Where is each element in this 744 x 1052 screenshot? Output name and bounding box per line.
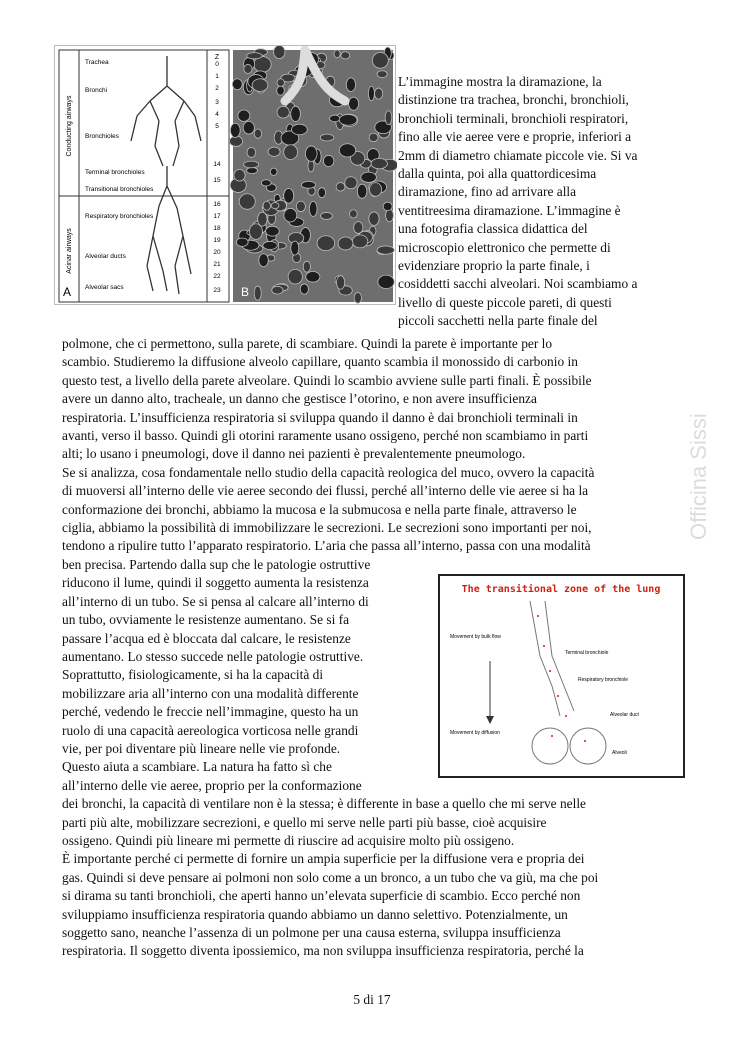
airway-left-wall <box>530 601 560 716</box>
text-line: cosiddetti sacchi alveolari. Noi scambiamo a <box>398 276 638 292</box>
row-label: Alveolar ducts <box>85 253 126 260</box>
text-line: gas. Quindi si deve pensare ai polmoni non solo come a un bronco, a un tubo che va giù, ma che poi <box>62 869 599 885</box>
alveolus <box>372 52 388 68</box>
text-line: bronchioli terminali, bronchioli respiratori, <box>398 110 629 126</box>
airway-diagram <box>55 46 397 306</box>
alveolus <box>354 292 361 303</box>
alveolus <box>336 276 344 290</box>
alveolus <box>230 123 240 137</box>
alveolus <box>284 145 298 160</box>
text-line: diramazione, fino ad arrivare alla <box>398 184 577 200</box>
alveolus <box>244 64 252 73</box>
alveolus <box>234 169 245 180</box>
alveolus <box>244 161 259 168</box>
alveolus <box>274 46 285 59</box>
label-alveoli: Alveoli <box>612 750 627 756</box>
text-line: Se si analizza, cosa fondamentale nello studio della capacità reologica del muco, ovvero la capacità <box>62 464 595 480</box>
generation-header: Z <box>214 54 220 61</box>
text-line: È importante perché ci permette di fornire un ampia superficie per la diffusione vera e propria dei <box>62 851 585 867</box>
alveolus <box>350 210 358 218</box>
text-line: questo test, a livello della parete alveolare. Quindi lo scambio avviene sulle parti finali. È possibile <box>62 372 592 388</box>
label-alveolar-duct: Alveolar duct <box>610 712 639 718</box>
text-line: avanti, verso il basso. Quindi gli otorini raramente usano ossigeno, perché non scambiamo in parti <box>62 428 589 444</box>
generation-label: 23 <box>213 287 221 294</box>
text-line: all’interno di un tubo. Se si pensa al calcare all’interno di <box>62 593 369 609</box>
generation-label: 1 <box>215 73 219 80</box>
alveolus <box>306 271 320 282</box>
alveolus <box>303 261 310 272</box>
alveolus <box>296 201 305 211</box>
alveolus <box>334 50 340 58</box>
text-line: riducono il lume, quindi il soggetto aumenta la resistenza <box>62 575 369 591</box>
text-line: ciglia, abbiamo la possibilità di immobilizzare le secrezioni. Le secrezioni sono importanti per noi, <box>62 520 592 536</box>
airway-right-wall <box>545 601 574 711</box>
alveolus <box>259 254 269 267</box>
arrow-head <box>486 716 494 724</box>
alveolus <box>277 79 284 87</box>
text-line: 2mm di diametro chiamate piccole vie. Si va <box>398 147 638 163</box>
text-line: mobilizzare aria all’interno con una modalità differente <box>62 685 359 701</box>
text-line: si dirama su tanti bronchioli, che aperti hanno un’elevata superficie di scambio. Ecco perché non <box>62 888 581 904</box>
text-line: soggetto sano, neanche l’assenza di un polmone per una causa esterna, sviluppa insufficienza <box>62 925 561 940</box>
row-label: Bronchioles <box>85 133 119 140</box>
alveolus <box>288 269 302 284</box>
alveolus <box>336 183 345 191</box>
text-line: avere un danno alto, tracheale, un danno che gestisce l’otorino, e non avere insufficienza <box>62 391 537 407</box>
alveolus <box>263 201 270 210</box>
alveolus <box>305 146 317 161</box>
text-line: polmone, che ci permettono, sulla parete, di scambiare. Quindi la parete è importante per lo <box>62 336 553 351</box>
alveolus <box>238 110 250 121</box>
label-terminal-bronchiole: Terminal bronchiole <box>565 650 609 656</box>
alveolus <box>377 71 387 78</box>
alveolus <box>247 147 256 157</box>
alveolus <box>277 106 289 118</box>
text-line: di muoversi all’interno delle vie aeree secondo dei flussi, perché all’interno delle vie aeree si ha la <box>62 483 589 499</box>
text-line: Soprattutto, fisiologicamente, si ha la capacità di <box>62 667 324 683</box>
label-respiratory-bronchiole: Respiratory bronchiole <box>578 677 629 683</box>
text-line: piccoli sacchetti nella parte finale del <box>398 313 598 329</box>
generation-label: 19 <box>213 237 221 244</box>
alveolus <box>261 180 271 186</box>
text-line: parti più alte, mobilizzare secrezioni, e quello mi serve nelle parti più basse, cioè acquisire <box>62 814 547 830</box>
alveolus <box>272 286 283 294</box>
alveolus <box>368 86 374 100</box>
alveolus <box>346 78 355 92</box>
figure-title: The transitional zone of the lung <box>461 584 661 595</box>
text-line: evidenziare proprio la parte finale, i <box>398 258 590 274</box>
alveoli-cluster-left <box>532 728 568 764</box>
text-line: fino alle vie aeree vere e proprie, inferiori a <box>398 129 632 145</box>
text-line: passare l’acqua ed è bloccata dal calcare, le resistenze <box>62 630 351 646</box>
text-line: respiratoria. Il soggetto diventa ipossiemico, ma non sviluppa insufficienza respiratoria, perché la <box>62 943 584 959</box>
generation-label: 22 <box>213 273 221 280</box>
text-line: tendono a ripulire tutto l’apparato respiratorio. L’aria che passa all’interno, passa con una modalità <box>62 538 591 554</box>
alveolus <box>338 237 353 250</box>
text-line: ventitreesima diramazione. L’immagine è <box>398 202 621 218</box>
alveolus <box>236 238 248 246</box>
text-line: scambio. Studieremo la diffusione alveolo capillare, quanto scambia il monossido di carbonio in <box>62 354 578 370</box>
alveolus <box>291 106 301 121</box>
text-line: distinzione tra trachea, bronchi, bronchioli, <box>398 92 629 108</box>
page-number: 5 di 17 <box>353 992 391 1007</box>
alveolus <box>377 246 394 254</box>
watermark: Officina Sissi <box>686 413 711 540</box>
alveolus <box>345 177 357 189</box>
text-line: aumentano. Lo stesso succede nelle patologie ostruttive. <box>62 648 364 664</box>
generation-label: 20 <box>213 249 221 256</box>
text-line: una fotografia classica didattica del <box>398 221 588 237</box>
generation-label: 17 <box>213 213 221 220</box>
generation-label: 3 <box>215 99 219 106</box>
text-line: microscopio elettronico che permette di <box>398 239 611 255</box>
alveolus <box>339 114 357 125</box>
alveolus <box>247 53 262 59</box>
row-label: Terminal bronchioles <box>85 169 145 176</box>
text-line: ruolo di una capacità aereologica vorticosa nelle grandi <box>62 722 359 738</box>
alveolus <box>270 168 277 175</box>
text-line: dei bronchi, la capacità di ventilare non è la stessa; è differente in base a quello che mi serve nelle <box>62 796 586 812</box>
alveolus <box>339 144 355 157</box>
alveolus <box>361 172 377 182</box>
alveolus <box>284 188 294 203</box>
alveolus <box>354 222 363 234</box>
alveolus <box>321 212 333 219</box>
text-line: perché, vedendo le freccie nell’immagine, questo ha un <box>62 704 359 720</box>
alveolus <box>378 275 394 288</box>
alveolus <box>291 124 307 135</box>
panel-a-label: A <box>63 285 72 299</box>
panel-b-label: B <box>241 285 250 299</box>
alveolus <box>330 115 340 122</box>
alveolus <box>232 79 242 90</box>
generation-label: 0 <box>215 61 219 68</box>
text-line: respiratoria. L’insufficienza respiratoria si sviluppa quando il danno è dai bronchioli terminali in <box>62 409 578 425</box>
alveolus <box>349 97 359 110</box>
alveolus <box>320 134 334 141</box>
transitional-zone-figure <box>438 574 685 778</box>
text-line: livello di queste piccole pareti, di questi <box>398 294 612 310</box>
alveolus <box>277 86 285 95</box>
text-line: alti; lo usano i pneumologi, dove il danno nei pazienti è prevalentemente pneumologo. <box>62 446 526 462</box>
alveolus <box>318 188 325 198</box>
label-diffusion: Movement by diffusion <box>450 730 500 736</box>
generation-label: 5 <box>215 123 219 130</box>
alveolus <box>247 168 258 174</box>
alveolus <box>263 241 277 249</box>
alveolus <box>341 52 350 59</box>
text-line: conformazione dei bronchi, abbiamo la mucosa e la submucosa e nella parte finale, attraverso le <box>62 501 577 517</box>
row-label: Alveolar sacs <box>85 284 124 291</box>
text-line: un tubo, ovviamente le resistenze aumentano. Se si fa <box>62 612 350 628</box>
generation-label: 16 <box>213 201 221 208</box>
generation-label: 21 <box>213 261 221 268</box>
alveolus <box>300 284 308 294</box>
row-label: Transitional bronchioles <box>85 186 154 193</box>
alveolus <box>284 208 297 222</box>
generation-label: 2 <box>215 85 219 92</box>
text-line: L’immagine mostra la diramazione, la <box>398 74 602 89</box>
alveoli-cluster-right <box>570 728 606 764</box>
alveolus <box>301 181 315 188</box>
text-line: all’interno delle vie aeree, proprio per la conformazione <box>62 777 362 793</box>
text-line: vie, per poi diventare più lineare nelle vie profonde. <box>62 740 341 756</box>
row-label: Trachea <box>85 59 109 66</box>
airway-generations-figure <box>54 45 396 305</box>
zone-conducting: Conducting airways <box>66 95 73 157</box>
alveolus <box>369 133 378 141</box>
alveolus <box>268 147 280 156</box>
alveolus <box>243 121 254 134</box>
alveolus <box>254 286 261 300</box>
generation-label: 4 <box>215 111 219 118</box>
text-line: Questo aiuta a scambiare. La natura ha fatto sì che <box>62 759 332 775</box>
alveolus <box>239 194 255 210</box>
text-line: dalla quinta, poi alla quattordicesima <box>398 166 597 182</box>
generation-label: 15 <box>213 177 221 184</box>
alveolus <box>254 129 261 138</box>
label-bulk-flow: Movement by bulk flow <box>450 634 501 640</box>
alveolus <box>271 203 279 209</box>
alveolus <box>352 235 368 248</box>
row-label: Bronchi <box>85 87 108 94</box>
alveolus <box>317 236 335 251</box>
zone-acinar: Acinar airways <box>66 228 73 274</box>
text-line: ossigeno. Quindi più lineare mi permette di riuscire ad acquisire molto più ossigeno. <box>62 832 515 848</box>
row-label: Respiratory bronchioles <box>85 213 154 220</box>
alveolus <box>252 79 268 92</box>
alveolus <box>369 183 381 197</box>
alveolus <box>383 202 392 210</box>
alveolus <box>369 212 379 225</box>
alveolus <box>266 226 280 236</box>
alveolus <box>291 241 299 255</box>
alveolus <box>309 201 317 216</box>
generation-label: 14 <box>213 161 221 168</box>
alveolus <box>375 88 383 99</box>
alveolus <box>323 155 334 166</box>
alveolus <box>371 158 387 168</box>
generation-label: 18 <box>213 225 221 232</box>
text-line: sviluppiamo insufficienza respiratoria quando abbiamo un danno selettivo. Potenzialmente, un <box>62 906 568 922</box>
alveolus <box>258 212 268 226</box>
intro-paragraph <box>398 73 637 331</box>
alveolus <box>357 184 367 198</box>
alveolus <box>385 111 392 125</box>
text-line: ben precisa. Partendo dalla sup che le patologie ostruttive <box>62 556 371 572</box>
